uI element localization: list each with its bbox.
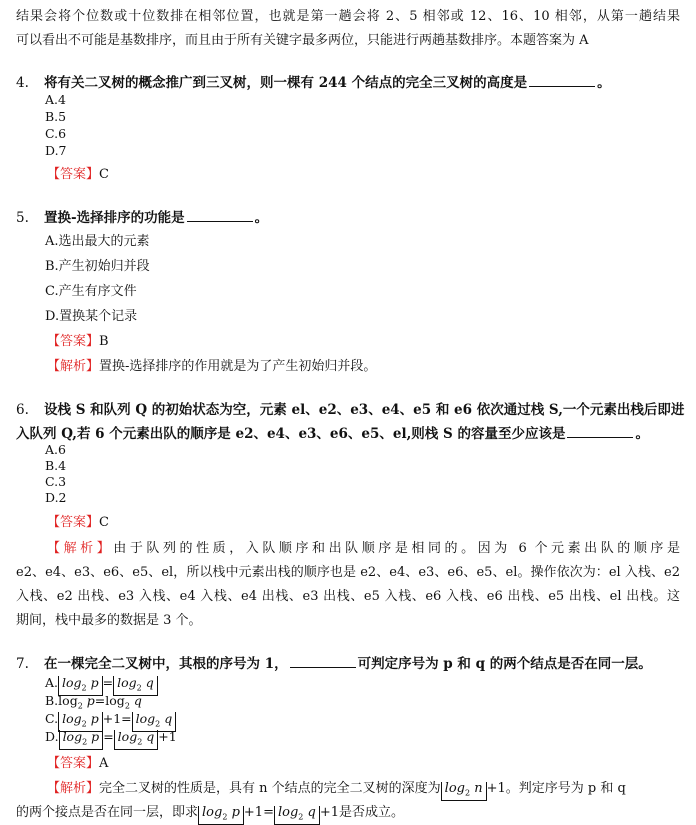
option-b: $B.\log_2$ $p=\log_2$ q — [45, 693, 142, 711]
explanation-line-2: e2、e4、e3、e6、e5、el，所以栈中元素出栈的顺序也是 e2、e4、e3、e6、e5、el。操作依次为：el 入栈、e2 — [16, 565, 680, 580]
answer-line — [47, 752, 108, 771]
explanation-text: 置换-选择排序的作用就是为了产生初始归并段。 — [99, 359, 377, 374]
option-b: B.4 — [45, 458, 67, 473]
answer-value: A — [99, 756, 109, 771]
answer-value: C — [99, 515, 109, 530]
option-d: D.7 — [45, 143, 67, 158]
question-number: 4. — [16, 75, 29, 91]
explanation-line-1: 【解析】由于队列的性质，入队顺序和出队顺序是相同的。因为 6 个元素出队的顺序是 — [47, 541, 680, 556]
answer-line — [47, 511, 109, 530]
option-d: D.2 — [45, 490, 67, 505]
floor-log-q: $\log_2 q$ — [113, 676, 158, 696]
answer-label: 【答案】 — [47, 167, 100, 182]
floor-log-n: $\log_2 n$ — [441, 782, 487, 801]
explanation-line-3: 入栈、e2 出栈、e3 入栈、e4 入栈、e4 出栈、e3 出栈、e5 入栈、e6 入栈、e6 出栈、e5 出栈、el 出栈。这 — [16, 589, 680, 604]
option-c: C.产生有序文件 — [45, 284, 137, 299]
intro-line-1: 结果会将个位数或十位数排在相邻位置，也就是第一趟会将 2、5 相邻或 12、16、10 相邻，从第一趟结果 — [16, 9, 680, 24]
explanation-label: 【解析】 — [47, 359, 100, 374]
answer-line — [47, 163, 109, 182]
question-6-stem-2: 入队列 Q,若 6 个元素出队的顺序是 e2、e4、e3、e6、e5、el,则栈 S 的容量至少应该是 。 — [16, 426, 649, 442]
option-d: D. $\log_2 p = \log_2 q +1$ — [45, 729, 177, 750]
option-c: C. $\log_2 p +1= \log_2 q$ — [45, 711, 176, 732]
explanation-label: 【解析】 — [47, 781, 100, 796]
explanation-line — [47, 355, 376, 374]
question-number: 6. — [16, 402, 29, 418]
question-6-stem-1: 6. 设栈 S 和队列 Q 的初始状态为空，元素 el、e2、e3、e4、e5 和 e6 依次通过栈 S,一个元素出栈后即进 — [16, 402, 685, 418]
option-a: A. $\log_2 p = \log_2 q$ — [45, 675, 158, 696]
option-b: B.5 — [45, 109, 67, 124]
floor-log-p: $\log_2 p$ — [58, 676, 103, 696]
option-d: D.置换某个记录 — [45, 309, 138, 324]
answer-label: 【答案】 — [47, 515, 100, 530]
explanation-line-1: 【解析】完全二叉树的性质是，具有 n 个结点的完全二叉树的深度为 $\log_2 n +1$。判定序号为 p 和 q — [47, 777, 626, 801]
answer-blank — [567, 436, 633, 438]
answer-blank — [187, 220, 253, 222]
question-number: 5. — [16, 210, 29, 226]
option-c: C.3 — [45, 474, 67, 489]
answer-value: B — [99, 334, 109, 349]
answer-blank — [529, 85, 595, 87]
option-b: B.产生初始归并段 — [45, 259, 150, 274]
answer-blank — [290, 666, 356, 668]
question-4-stem: 4. 将有关二叉树的概念推广到三叉树，则一棵有 244 个结点的完全三叉树的高度是 。 — [16, 75, 611, 91]
answer-label: 【答案】 — [47, 756, 100, 771]
question-5-stem: 5. 置换-选择排序的功能是 。 — [16, 210, 269, 226]
explanation-label: 【解析】 — [47, 541, 114, 556]
question-7-stem: 7. 在一棵完全二叉树中，其根的序号为 1， 可判定序号为 p 和 q 的两个结点是否在同一层。 — [16, 656, 652, 672]
answer-value: C — [99, 167, 109, 182]
option-a: A.选出最大的元素 — [45, 234, 150, 249]
question-number: 7. — [16, 656, 29, 672]
answer-label: 【答案】 — [47, 334, 100, 349]
option-a: A.6 — [45, 442, 66, 457]
intro-line-2: 可以看出不可能是基数排序，而且由于所有关键字最多两位，只能进行两趟基数排序。本题答案为 A — [16, 33, 589, 48]
answer-line — [47, 330, 109, 349]
option-a: A.4 — [45, 92, 66, 107]
explanation-line-4: 期间，栈中最多的数据是 3 个。 — [16, 613, 202, 628]
explanation-line-2: 的两个接点是否在同一层，即求 $\log_2 p +1= \log_2 q +1$是否成立。 — [16, 801, 404, 825]
option-c: C.6 — [45, 126, 67, 141]
